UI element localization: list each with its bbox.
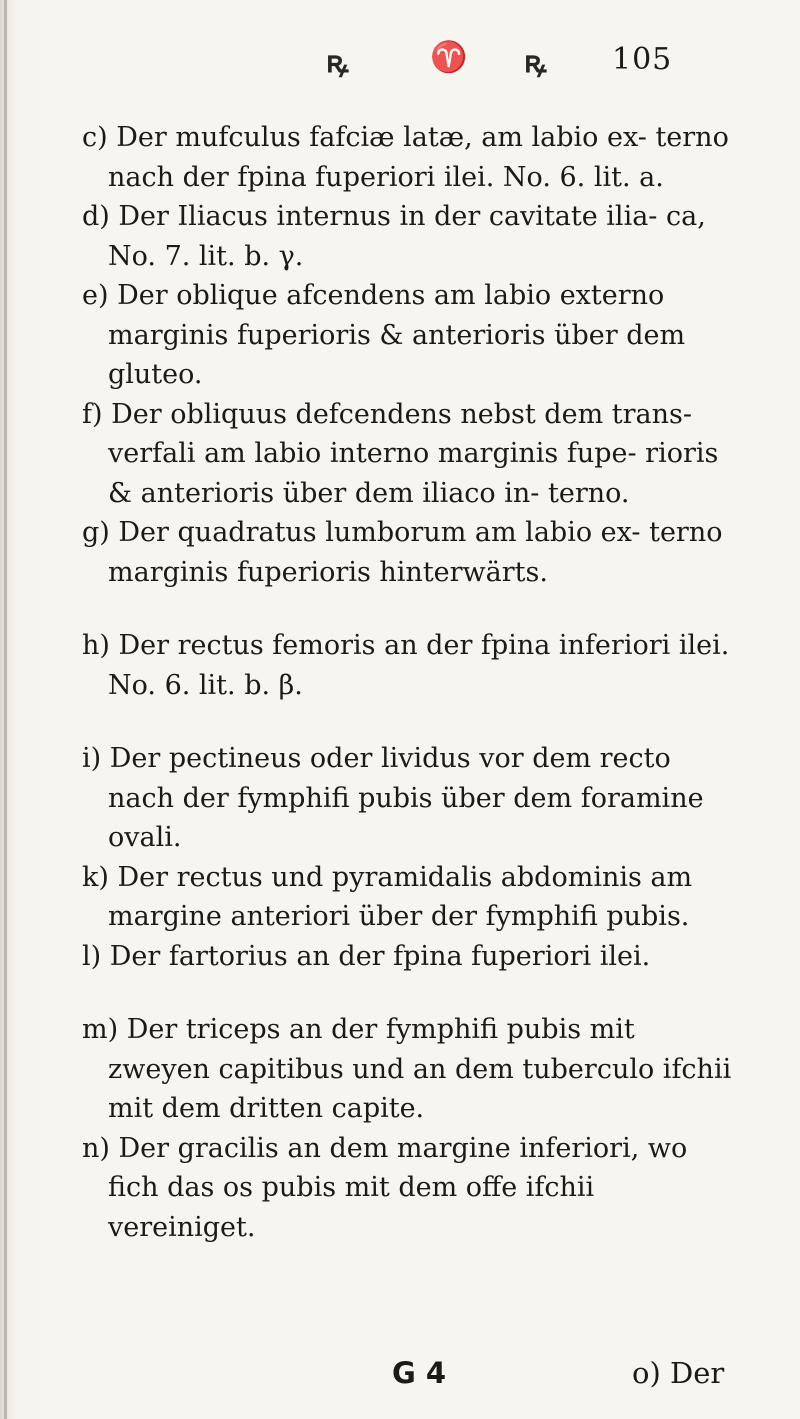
entry-i: i) Der pectineus oder lividus vor dem recto nach der fymphifi pubis über dem foramine ovali. — [82, 743, 704, 853]
page-body — [82, 118, 742, 1247]
header-ornament-center: ♈ — [430, 40, 468, 75]
entry-l: l) Der fartorius an der fpina fuperiori ilei. — [82, 940, 651, 972]
entry-c: c) Der mufculus fafciæ latæ, am labio ex- terno nach der fpina fuperiori ilei. No. 6. lit. a. — [82, 122, 729, 193]
signature-mark: G 4 — [392, 1356, 447, 1390]
entry-k: k) Der rectus und pyramidalis abdominis am margine anteriori über der fymphifi pubis. — [82, 861, 693, 932]
catchword: o) Der — [632, 1356, 725, 1390]
entry-g: g) Der quadratus lumborum am labio ex- terno marginis fuperioris hinterwärts. — [82, 517, 723, 588]
entry-f: f) Der obliquus defcendens nebst dem trans- verfali am labio interno marginis fupe- rioris & anterioris über dem iliaco in- terno. — [82, 398, 719, 509]
entry-m: m) Der triceps an der fymphifi pubis mit zweyen capitibus und an dem tuberculo ifchii mit dem dritten capite. — [82, 1014, 732, 1124]
entry-e: e) Der oblique afcendens am labio externo marginis fuperioris & anterioris über dem gluteo. — [82, 280, 686, 390]
header-ornament-left: ꝶ — [326, 45, 349, 80]
page-footer — [0, 1356, 800, 1396]
page-number: 105 — [612, 42, 673, 77]
header-ornament-right: ꝶ — [524, 45, 547, 80]
entry-n: n) Der gracilis an dem margine inferiori, wo fich das os pubis mit dem offe ifchii vereiniget. — [82, 1132, 688, 1243]
page-header — [0, 40, 800, 80]
entry-h: h) Der rectus femoris an der fpina inferiori ilei. No. 6. lit. b. β. — [82, 630, 730, 701]
entry-d: d) Der Iliacus internus in der cavitate ilia- ca, No. 7. lit. b. γ. — [82, 201, 706, 272]
page-spine-edge — [4, 0, 7, 1419]
